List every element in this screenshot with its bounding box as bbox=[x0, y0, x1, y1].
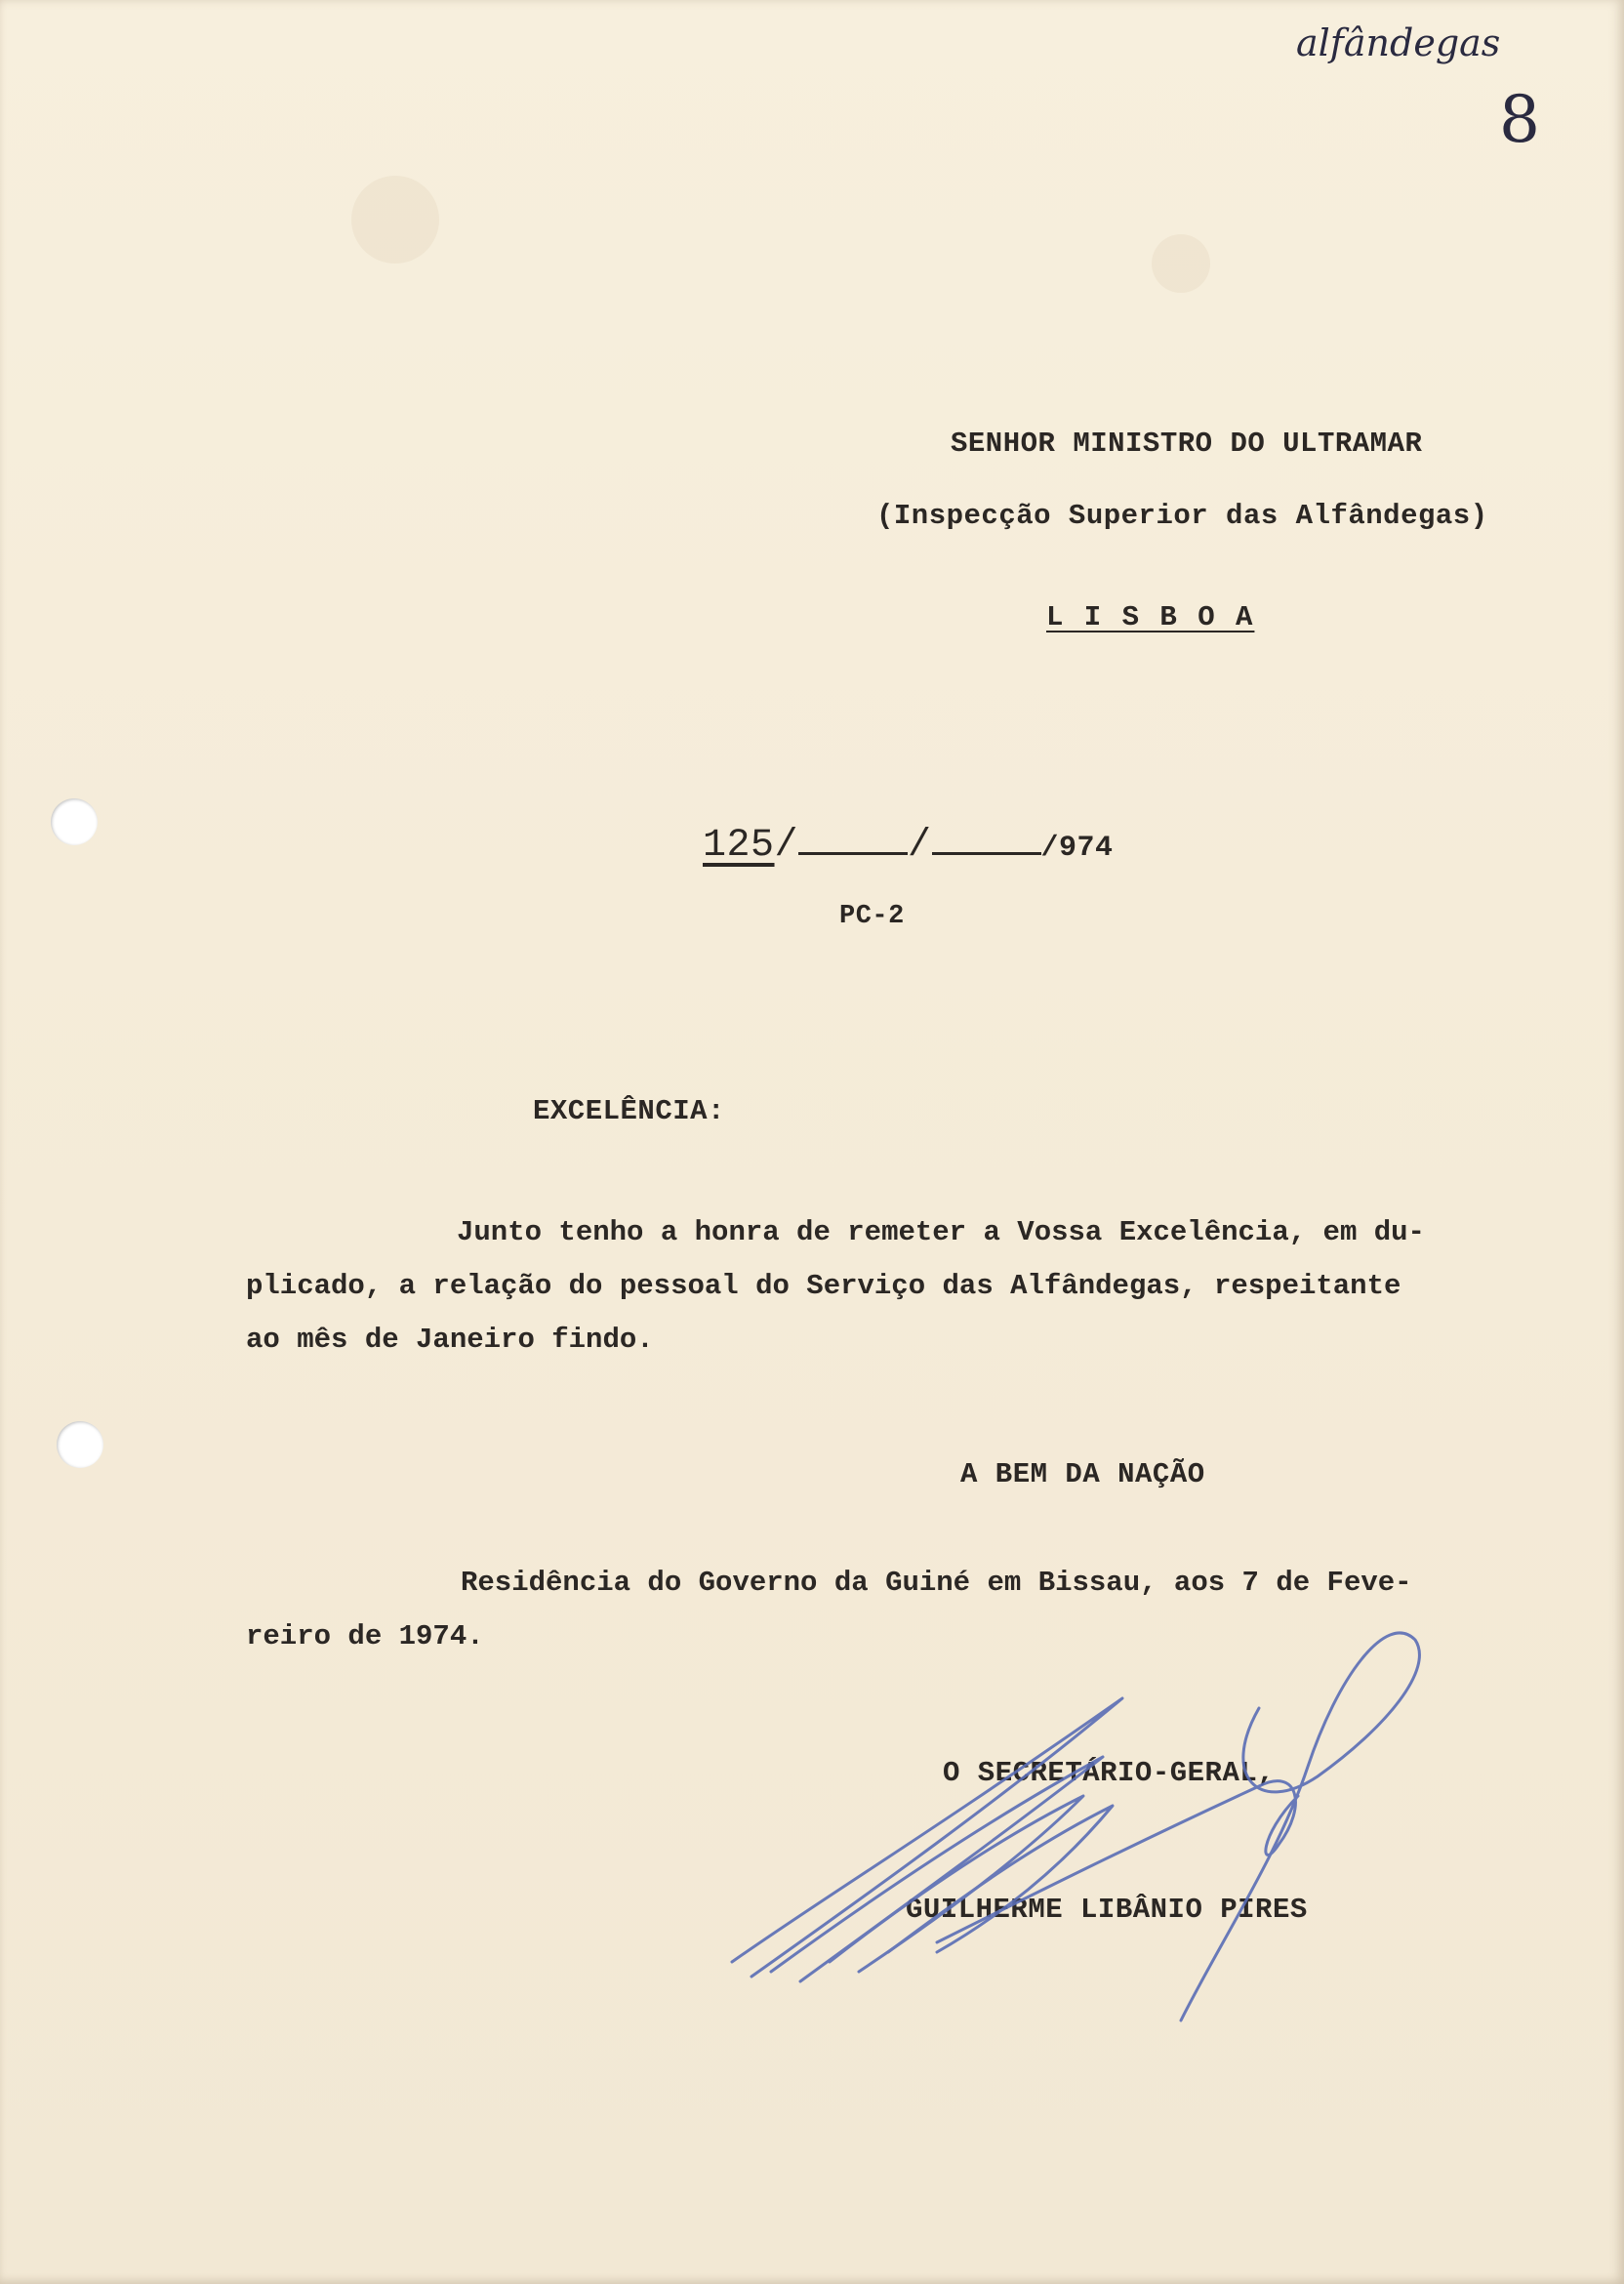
handwritten-note: alfândegas bbox=[1296, 21, 1501, 64]
addressee-line-2: (Inspecção Superior das Alfândegas) bbox=[876, 500, 1488, 532]
reference-number-line: 125/ / /974 bbox=[703, 824, 1114, 868]
punch-hole bbox=[57, 1421, 103, 1468]
place-date-line: reiro de 1974. bbox=[246, 1620, 484, 1652]
body-paragraph bbox=[246, 1205, 1559, 1366]
reference-code: PC-2 bbox=[839, 902, 905, 931]
place-date-line: Residência do Governo da Guiné em Bissau, aos 7 de Feve- bbox=[461, 1567, 1412, 1599]
paper-stain bbox=[351, 176, 439, 264]
signatory-name: GUILHERME LIBÂNIO PIRES bbox=[906, 1894, 1308, 1926]
handwritten-signature bbox=[712, 1650, 1454, 2020]
punch-hole bbox=[51, 798, 98, 845]
handwritten-page-number: 8 bbox=[1499, 82, 1540, 157]
addressee-line-1: SENHOR MINISTRO DO ULTRAMAR bbox=[951, 428, 1423, 460]
signatory-title: O SECRETÁRIO-GERAL, bbox=[943, 1757, 1276, 1789]
addressee-city: L I S B O A bbox=[1046, 601, 1255, 633]
body-line: plicado, a relação do pessoal do Serviço das Alfândegas, respeitante bbox=[246, 1270, 1401, 1302]
place-date-paragraph bbox=[246, 1556, 1559, 1663]
closing-formula: A BEM DA NAÇÃO bbox=[960, 1458, 1205, 1490]
paper-stain bbox=[1152, 234, 1210, 293]
body-line: Junto tenho a honra de remeter a Vossa Excelência, em du- bbox=[457, 1216, 1425, 1248]
salutation: EXCELÊNCIA: bbox=[533, 1095, 725, 1127]
reference-year: /974 bbox=[1040, 832, 1114, 865]
reference-blank bbox=[798, 850, 908, 855]
body-line: ao mês de Janeiro findo. bbox=[246, 1324, 654, 1356]
reference-blank bbox=[932, 850, 1041, 855]
reference-number: 125 bbox=[703, 824, 775, 868]
